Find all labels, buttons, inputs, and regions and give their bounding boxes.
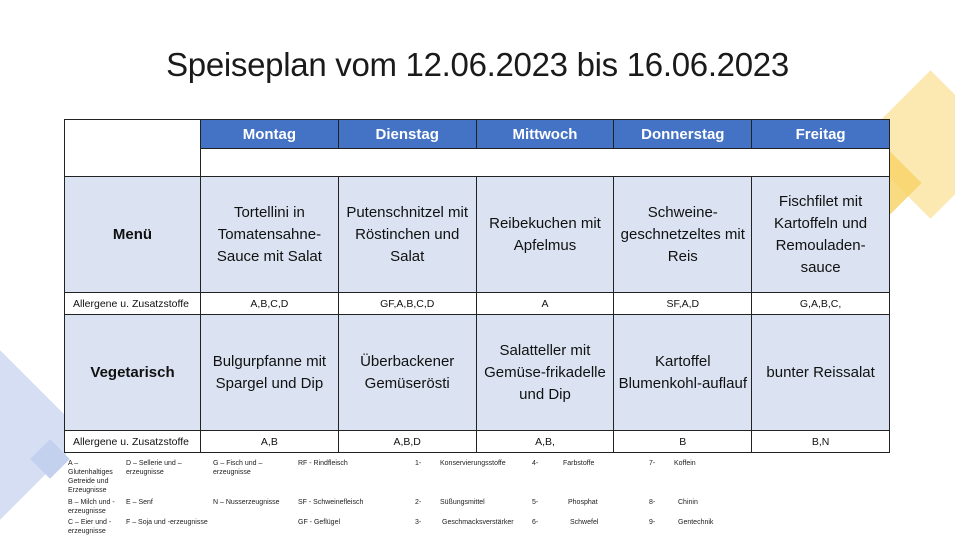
legend-item: Koffein bbox=[674, 460, 696, 467]
legend-item: B – Milch und - erzeugnisse bbox=[68, 499, 115, 515]
vegetarian-row bbox=[65, 315, 890, 431]
dish-cell: Fischfilet mit Kartoffeln und Remouladen-sauce bbox=[752, 177, 890, 293]
legend-item: 2- bbox=[415, 499, 422, 506]
day-header-wednesday: Mittwoch bbox=[476, 120, 614, 149]
legend-item: SF - Schweinefleisch bbox=[298, 499, 364, 506]
corner-cell-lower bbox=[65, 149, 201, 177]
vegetarian-allergen-row bbox=[65, 431, 890, 453]
dish-cell: Tortellini in Tomatensahne-Sauce mit Salat bbox=[201, 177, 339, 293]
allergen-cell: G,A,B,C, bbox=[752, 293, 890, 315]
dish-cell: Bulgurpfanne mit Spargel und Dip bbox=[201, 315, 339, 431]
allergen-cell: SF,A,D bbox=[614, 293, 752, 315]
menu-allergen-row bbox=[65, 293, 890, 315]
dish-cell: Salatteller mit Gemüse-frikadelle und Dip bbox=[476, 315, 614, 431]
legend-item: 4- bbox=[532, 460, 539, 467]
menu-row bbox=[65, 177, 890, 293]
legend-item: Chinin bbox=[678, 499, 698, 506]
corner-cell bbox=[65, 120, 201, 149]
legend-item: F – Soja und -erzeugnisse bbox=[126, 519, 208, 526]
allergen-label: Allergene u. Zusatzstoffe bbox=[65, 293, 201, 315]
legend-item: 5- bbox=[532, 499, 539, 506]
legend-item: D – Sellerie und – erzeugnisse bbox=[126, 460, 182, 476]
legend-item: 8- bbox=[649, 499, 656, 506]
legend-item: 3- bbox=[415, 519, 422, 526]
dish-cell: Reibekuchen mit Apfelmus bbox=[476, 177, 614, 293]
menu-table bbox=[64, 119, 890, 453]
legend-item: 9- bbox=[649, 519, 656, 526]
legend-item: Schwefel bbox=[570, 519, 599, 526]
day-header-monday: Montag bbox=[201, 120, 339, 149]
legend-item: RF - Rindfleisch bbox=[298, 460, 348, 467]
allergen-cell: A bbox=[476, 293, 614, 315]
blank-row bbox=[65, 149, 890, 177]
legend-item: 7- bbox=[649, 460, 656, 467]
allergen-cell: A,B bbox=[201, 431, 339, 453]
dish-cell: Schweine-geschnetzeltes mit Reis bbox=[614, 177, 752, 293]
legend-item: N – Nusserzeugnisse bbox=[213, 499, 280, 506]
allergen-cell: A,B,D bbox=[338, 431, 476, 453]
legend-item: Gentechnik bbox=[678, 519, 714, 526]
legend-item: Geschmacksverstärker bbox=[442, 519, 514, 526]
page-title: Speiseplan vom 12.06.2023 bis 16.06.2023 bbox=[166, 46, 789, 83]
allergen-label: Allergene u. Zusatzstoffe bbox=[65, 431, 201, 453]
legend-item: Phosphat bbox=[568, 499, 598, 506]
blank-cell bbox=[201, 149, 890, 177]
legend-item: C – Eier und - erzeugnisse bbox=[68, 519, 112, 535]
allergen-cell: GF,A,B,C,D bbox=[338, 293, 476, 315]
day-header-thursday: Donnerstag bbox=[614, 120, 752, 149]
dish-cell: Putenschnitzel mit Röstinchen und Salat bbox=[338, 177, 476, 293]
allergen-cell: B,N bbox=[752, 431, 890, 453]
legend-item: Farbstoffe bbox=[563, 460, 595, 467]
legend-item: 1- bbox=[415, 460, 422, 467]
allergen-cell: A,B, bbox=[476, 431, 614, 453]
legend-item: E – Senf bbox=[126, 499, 153, 506]
legend-item: Süßungsmittel bbox=[440, 499, 485, 506]
allergen-cell: B bbox=[614, 431, 752, 453]
legend-item: G – Fisch und – erzeugnisse bbox=[213, 460, 263, 476]
legend-item: GF - Geflügel bbox=[298, 519, 341, 526]
allergen-legend bbox=[68, 459, 768, 537]
header-row bbox=[65, 120, 890, 149]
day-header-tuesday: Dienstag bbox=[338, 120, 476, 149]
day-header-friday: Freitag bbox=[752, 120, 890, 149]
dish-cell: bunter Reissalat bbox=[752, 315, 890, 431]
row-label-vegetarian: Vegetarisch bbox=[65, 315, 201, 431]
row-label-menu: Menü bbox=[65, 177, 201, 293]
legend-item: Konservierungsstoffe bbox=[440, 460, 506, 467]
legend-item: 6- bbox=[532, 519, 539, 526]
dish-cell: Überbackener Gemüserösti bbox=[338, 315, 476, 431]
allergen-cell: A,B,C,D bbox=[201, 293, 339, 315]
legend-item: A – Glutenhaltiges Getreide und Erzeugnisse bbox=[68, 460, 113, 494]
dish-cell: Kartoffel Blumenkohl-auflauf bbox=[614, 315, 752, 431]
